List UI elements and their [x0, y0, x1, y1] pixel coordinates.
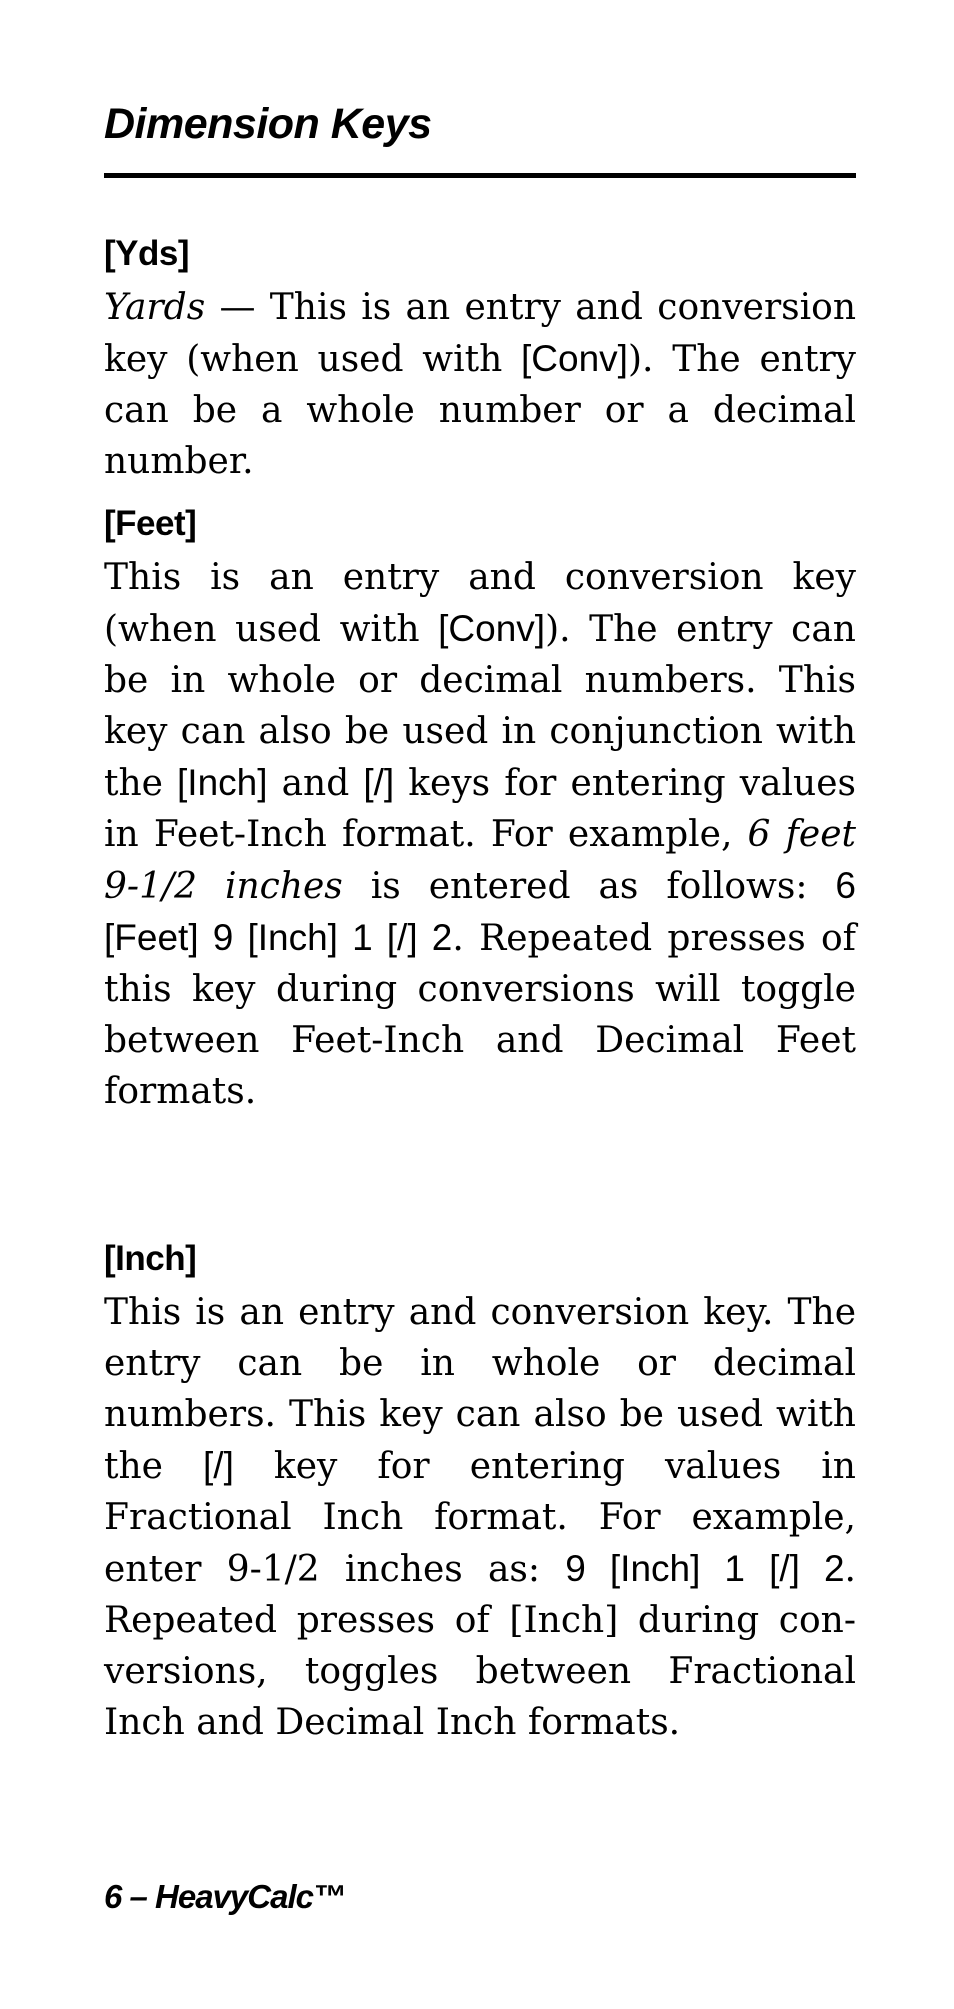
text-span: This is an entry and conversion key (when used with	[104, 557, 856, 650]
text-span: keys for entering values in Feet-Inch format. For example,	[104, 763, 856, 855]
page-header	[104, 96, 856, 178]
text-span: ). The entry can be a whole number or a decimal number.	[104, 339, 856, 482]
section-inch	[104, 1237, 856, 1748]
example-italic: 6 feet 9-1/2 inches	[104, 814, 856, 907]
text-span: . Repeated presses of [Inch] during conversions, toggles between Fractional Inch and Decimal Inch formats.	[104, 1549, 856, 1743]
key-reference-conv: [Conv]	[521, 338, 628, 379]
feet-description	[104, 552, 856, 1117]
section-feet	[104, 502, 856, 1117]
key-heading-yds: [Yds]	[104, 234, 189, 273]
key-sequence-example: 9 [Inch] 1 [/] 2	[565, 1548, 845, 1589]
text-span: key for entering values in Fractional Inch format. For example, enter 9-1/2 inches as:	[104, 1446, 856, 1590]
page-footer: 6 – HeavyCalc™	[104, 1878, 345, 1915]
text-span: and	[267, 763, 364, 804]
text-span: This is an entry and conversion key. The entry can be in whole or decimal numbers. This key can also be used with the	[104, 1292, 856, 1487]
page-title: Dimension Keys	[104, 100, 432, 148]
inch-description	[104, 1287, 856, 1748]
key-reference-inch: [Inch]	[177, 762, 268, 803]
text-span: ). The entry can be in whole or decimal numbers. This key can also be used in conjunction with the	[104, 609, 856, 804]
key-reference-fraction: [/]	[363, 762, 395, 803]
text-span: is entered as follows:	[342, 866, 836, 907]
key-heading-inch: [Inch]	[104, 1239, 197, 1278]
text-span: — This is an entry and conversion key (when used with	[104, 287, 856, 380]
key-reference-fraction: [/]	[203, 1445, 234, 1486]
key-reference-conv: [Conv]	[438, 608, 546, 649]
key-sequence-example: 6 [Feet] 9 [Inch] 1 [/] 2	[104, 865, 856, 958]
section-yds	[104, 232, 856, 487]
text-span: . Repeated presses of this key during conversions will toggle between Feet-Inch and Decimal Feet formats.	[104, 918, 857, 1112]
yds-term: Yards	[104, 287, 206, 328]
key-heading-feet: [Feet]	[104, 504, 197, 543]
yds-description	[104, 282, 856, 487]
